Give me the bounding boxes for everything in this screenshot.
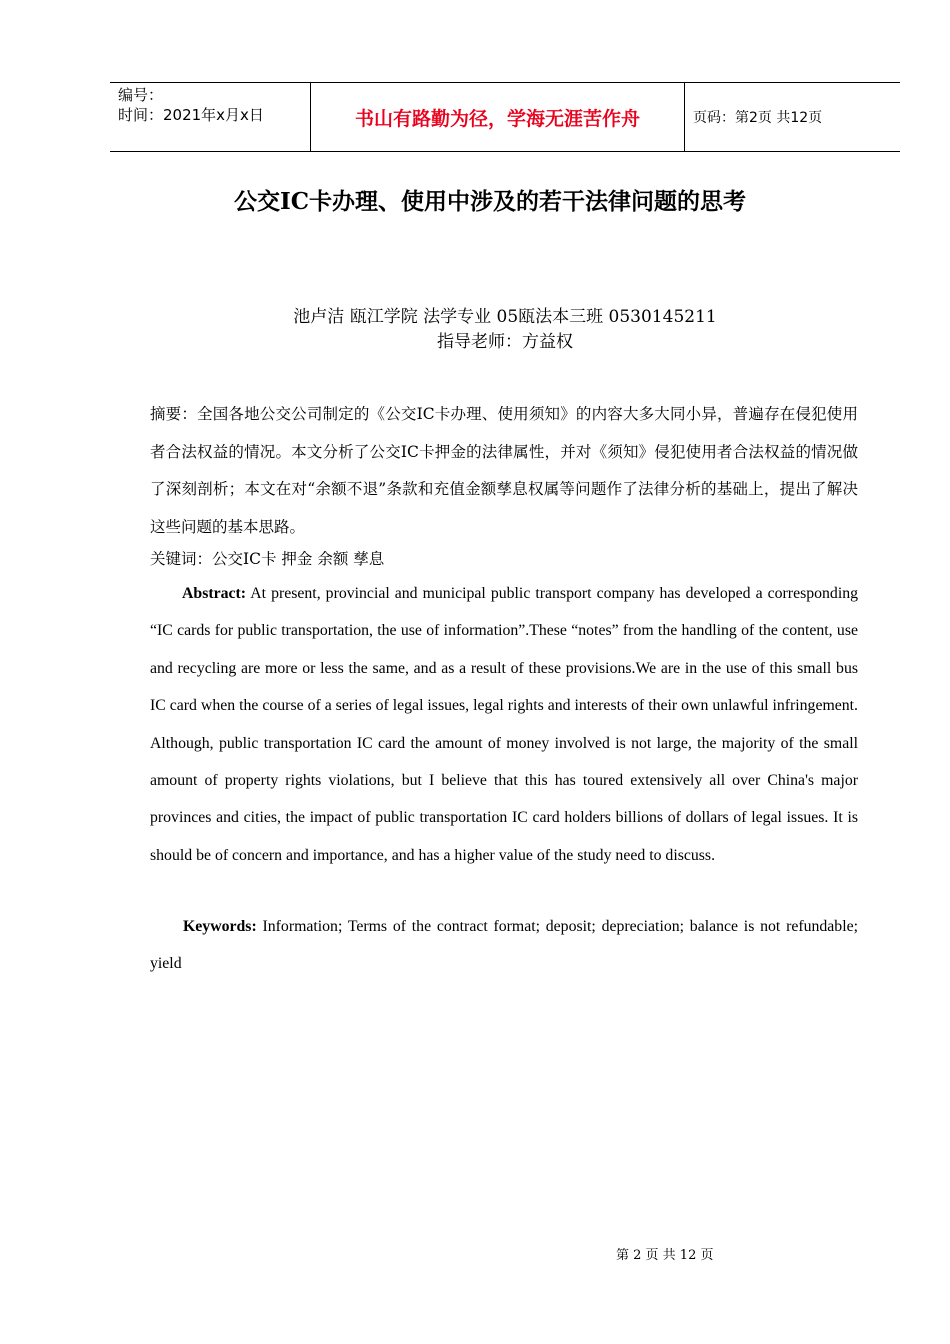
header-meta [118,85,308,125]
abstract-english-text: At present, provincial and municipal public transport company has developed a corresponding “IC cards for public transportation, the use of information”.These “notes” from the handling of the content, use and recycling are more or less the same, and as a result of these provisions.We are in the use of this small bus IC card when the course of a series of legal issues, legal rights and interests of their own unlawful infringement. Although, public transportation IC card the amount of money involved is not large, the majority of the small amount of property rights violations, but I believe that this has toured extensively all over China's major provinces and cities, the impact of public transportation IC card holders billions of dollars of legal issues. It is should be of concern and importance, and has a higher value of the study need to discuss. [150,585,859,864]
keywords-chinese: 关键词：公交IC卡 押金 余额 孳息 [150,550,385,568]
document-header [110,82,900,152]
header-divider [684,83,685,151]
keywords-english-text: Information; Terms of the contract format; deposit; depreciation; balance is not refundable; yield [150,918,858,972]
author-line: 池卢洁 瓯江学院 法学专业 05瓯法本三班 0530145211 [293,307,717,327]
header-page-info: 页码：第2页 共12页 [693,110,823,126]
keywords-english [150,908,858,982]
paper-title: 公交IC卡办理、使用中涉及的若干法律问题的思考 [233,188,747,215]
advisor-line: 指导老师：方益权 [437,332,573,352]
abstract-english-label: Abstract: [182,585,247,602]
abstract-english [150,575,858,874]
page-footer: 第 2 页 共 12 页 [616,1248,714,1263]
header-motto: 书山有路勤为径，学海无涯苦作舟 [354,107,640,130]
abstract-chinese: 摘要：全国各地公交公司制定的《公交IC卡办理、使用须知》的内容大多大同小异，普遍存在侵犯使用者合法权益的情况。本文分析了公交IC卡押金的法律属性，并对《须知》侵犯使用者合法权益的情况做了深刻剖析；本文在对“余额不退”条款和充值金额孳息权属等问题作了法律分析的基础上，提出了解决这些问题的基本思路。 [150,405,858,536]
keywords-english-label: Keywords: [183,918,257,935]
serial-label: 编号： [118,86,164,104]
time-label: 时间：2021年x月x日 [118,106,264,124]
